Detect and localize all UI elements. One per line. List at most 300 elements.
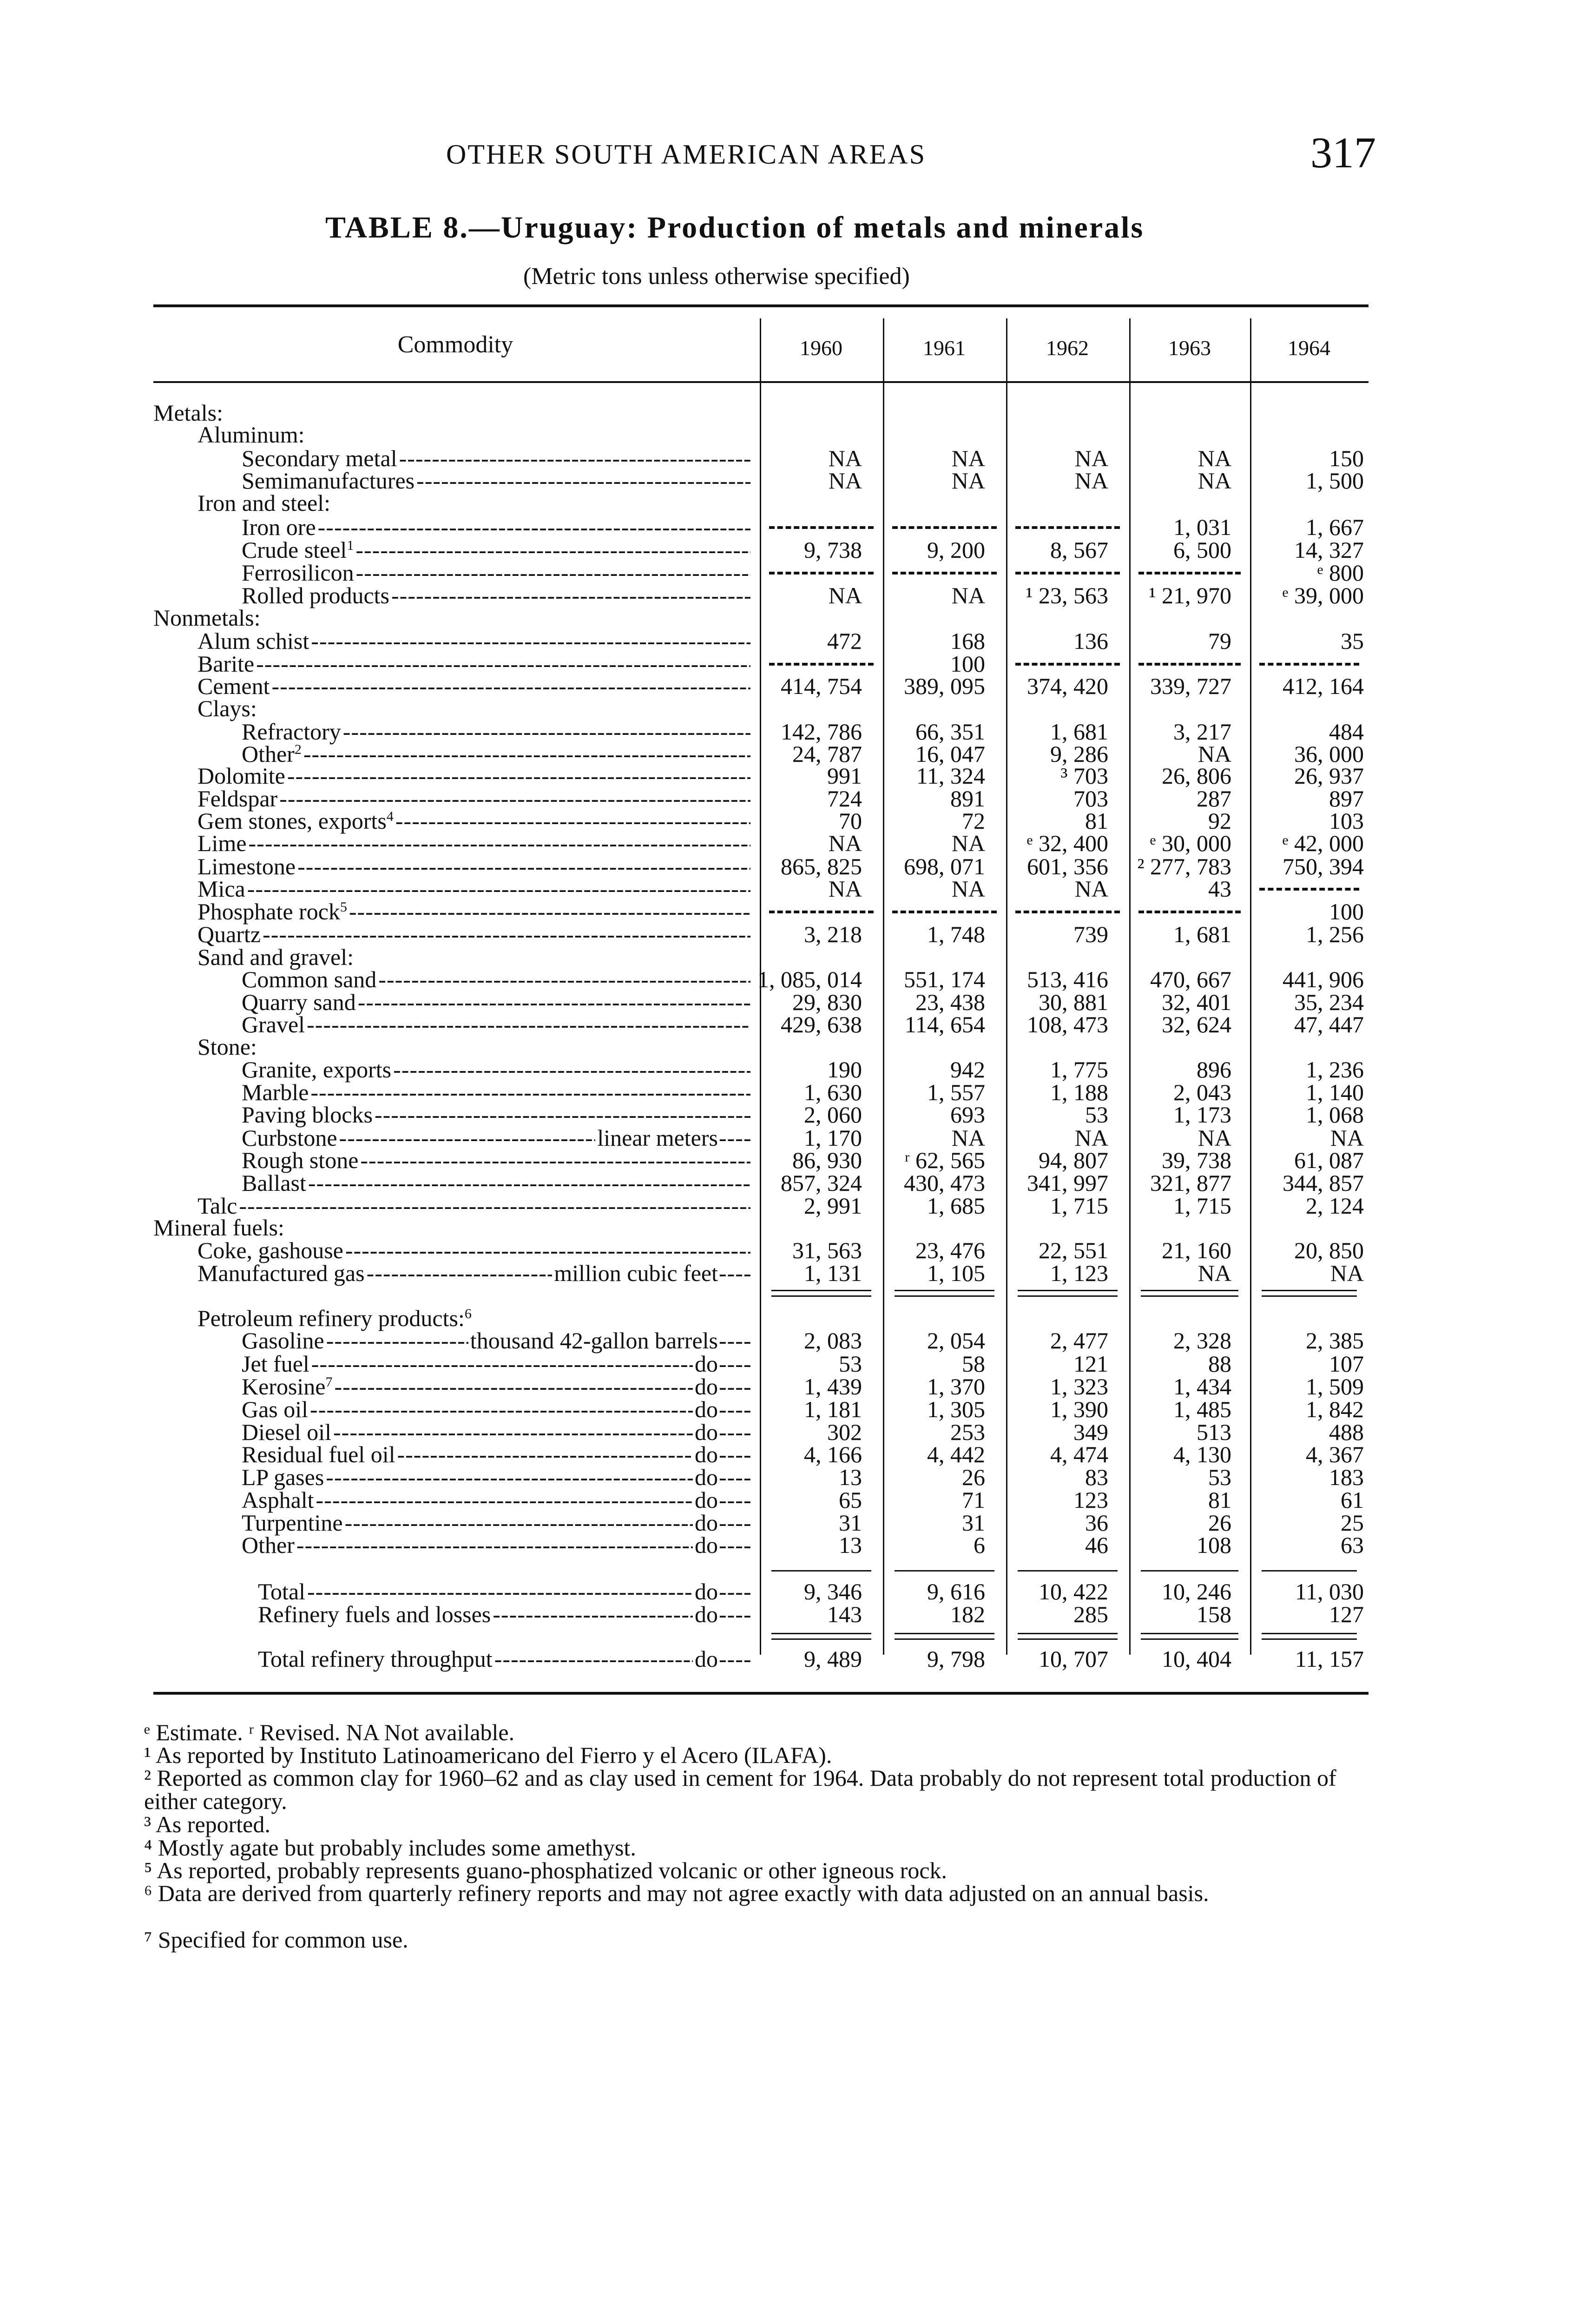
footnote-item: ¹ As reported by Instituto Latinoamericano del Fierro y el Acero (ILAFA).	[144, 1742, 832, 1768]
dot-leader	[256, 653, 750, 675]
row-unit: do	[695, 1464, 718, 1490]
table-cell: 100	[1329, 898, 1364, 924]
subtotal-rule	[771, 1290, 871, 1291]
table-cell: 123	[1073, 1487, 1108, 1513]
dot-leader	[349, 900, 750, 923]
footnote-item: ⁷ Specified for common use.	[144, 1927, 408, 1953]
footnote-ref: 7	[325, 1374, 333, 1390]
table-cell: 1, 181	[804, 1396, 862, 1422]
table-cell: 703	[1073, 786, 1108, 812]
row-label: Marble	[242, 1079, 309, 1105]
table-row	[0, 1489, 1579, 1511]
table-cell: 441, 906	[1283, 966, 1364, 992]
empty-cell-dash	[769, 526, 874, 531]
table-cell: NA	[1074, 468, 1108, 494]
table-cell: 53	[1085, 1102, 1108, 1128]
table-cell: 31, 563	[792, 1237, 862, 1263]
row-label: Refractory	[242, 719, 341, 745]
table-row	[0, 1081, 1579, 1103]
table-cell: 339, 727	[1150, 673, 1231, 699]
table-cell: 1, 715	[1050, 1193, 1108, 1219]
table-cell: 865, 825	[781, 853, 862, 879]
row-label: Nonmetals:	[153, 605, 261, 631]
table-row	[0, 1353, 1579, 1375]
table-cell: 1, 485	[1173, 1396, 1231, 1422]
table-cell: 4, 130	[1173, 1441, 1231, 1467]
total-rule	[1141, 1633, 1238, 1634]
table-title: TABLE 8.—Uruguay: Production of metals and minerals	[325, 211, 1145, 244]
row-label: Diesel oil	[242, 1419, 332, 1445]
table-cell: NA	[1197, 468, 1231, 494]
table-cell: NA	[1074, 876, 1108, 902]
dot-leader	[493, 1603, 693, 1625]
table-cell: 2, 328	[1173, 1327, 1231, 1353]
table-cell: 107	[1329, 1351, 1364, 1377]
table-cell: 1, 068	[1306, 1102, 1364, 1128]
dot-leader	[239, 1195, 750, 1217]
table-cell: 601, 356	[1027, 853, 1108, 879]
table-cell: 1, 236	[1306, 1056, 1364, 1083]
table-cell: 36, 000	[1294, 741, 1364, 767]
row-unit: do	[695, 1646, 718, 1672]
table-cell: 1, 715	[1173, 1193, 1231, 1219]
row-label: Semimanufactures	[242, 468, 415, 494]
table-cell: 1, 509	[1306, 1373, 1364, 1400]
dot-leader	[719, 1375, 750, 1398]
column-header-year: 1961	[923, 336, 966, 360]
row-label: Quarry sand	[242, 989, 356, 1015]
table-cell: 1, 500	[1306, 468, 1364, 494]
column-header-year: 1964	[1288, 336, 1330, 360]
table-row	[0, 423, 1579, 446]
total-rule	[771, 1570, 871, 1571]
empty-cell-dash	[769, 572, 874, 576]
row-label: Phosphate rock$^5$	[197, 898, 347, 924]
table-cell: 9, 200	[927, 537, 985, 563]
total-rule	[895, 1633, 994, 1634]
dot-leader	[308, 1172, 750, 1194]
table-cell: 484	[1329, 719, 1364, 745]
dot-leader	[355, 539, 750, 561]
table-cell: 14, 327	[1294, 537, 1364, 563]
table-row	[0, 855, 1579, 878]
row-label: Asphalt	[242, 1487, 314, 1513]
table-cell: 470, 667	[1150, 966, 1231, 992]
table-cell: 2, 054	[927, 1327, 985, 1353]
dot-leader	[719, 1603, 750, 1625]
table-row	[0, 1149, 1579, 1171]
table-cell: 53	[839, 1351, 862, 1377]
table-row	[0, 675, 1579, 697]
footnote-item: ² Reported as common clay for 1960–62 and as clay used in cement for 1964. Data probably do not represent total production of either category.	[144, 1765, 1336, 1814]
table-cell: NA	[951, 1125, 985, 1151]
table-cell: 10, 707	[1039, 1646, 1108, 1672]
table-row	[0, 447, 1579, 469]
table-cell: 739	[1073, 921, 1108, 947]
table-cell: 150	[1329, 445, 1364, 471]
dot-leader	[272, 675, 750, 697]
empty-cell-dash	[1015, 572, 1120, 576]
table-cell: 108	[1197, 1532, 1231, 1558]
table-row	[0, 832, 1579, 854]
dot-leader	[311, 630, 750, 652]
table-cell: 429, 638	[781, 1011, 862, 1037]
table-row	[0, 1421, 1579, 1443]
table-cell: NA	[1074, 1125, 1108, 1151]
table-cell: 1, 557	[927, 1079, 985, 1105]
row-unit: do	[695, 1351, 718, 1377]
table-cell: 24, 787	[792, 741, 862, 767]
table-cell: 35, 234	[1294, 989, 1364, 1015]
table-cell: 13	[839, 1464, 862, 1490]
table-cell: 9, 798	[927, 1646, 985, 1672]
table-cell: 66, 351	[915, 719, 985, 745]
subtotal-rule	[1018, 1295, 1118, 1297]
table-cell: 1, 256	[1306, 921, 1364, 947]
table-cell: ᵉ 42, 000	[1282, 830, 1364, 856]
row-label: Total	[258, 1578, 306, 1604]
table-cell: 1, 105	[927, 1260, 985, 1286]
footnote-item: ⁵ As reported, probably represents guano-phosphatized volcanic or other igneous rock.	[144, 1857, 947, 1883]
row-label: Metals:	[153, 400, 223, 426]
table-cell: 1, 370	[927, 1373, 985, 1400]
empty-cell-dash	[769, 911, 874, 915]
dot-leader	[249, 832, 750, 854]
row-label: Gas oil	[242, 1396, 309, 1422]
footnote-ref: 2	[294, 742, 302, 757]
table-cell: 1, 323	[1050, 1373, 1108, 1400]
total-rule	[1018, 1638, 1118, 1640]
table-row	[0, 878, 1579, 900]
dot-leader	[395, 810, 750, 832]
table-cell: 1, 170	[804, 1125, 862, 1151]
row-label: Gasoline	[242, 1327, 324, 1353]
subtotal-rule	[895, 1290, 994, 1291]
table-cell: 693	[950, 1102, 985, 1128]
dot-leader	[719, 1466, 750, 1488]
table-cell: 472	[827, 628, 862, 654]
table-cell: 61	[1341, 1487, 1364, 1513]
dot-leader	[311, 1353, 693, 1375]
subtotal-rule	[1141, 1290, 1238, 1291]
table-row	[0, 946, 1579, 968]
table-cell: 30, 881	[1039, 989, 1108, 1015]
table-row	[0, 1127, 1579, 1149]
column-header-year: 1962	[1046, 336, 1089, 360]
dot-leader	[719, 1580, 750, 1603]
total-rule	[1141, 1570, 1238, 1571]
table-cell: 136	[1073, 628, 1108, 654]
table-cell: 26, 937	[1294, 763, 1364, 789]
table-row	[0, 561, 1579, 584]
row-label: Jet fuel	[242, 1351, 309, 1377]
table-cell: 81	[1085, 808, 1108, 834]
column-header-commodity: Commodity	[397, 331, 513, 358]
dot-leader	[358, 991, 750, 1013]
table-cell: 4, 442	[927, 1441, 985, 1467]
row-label: Rough stone	[242, 1147, 359, 1173]
table-cell: ¹ 23, 563	[1026, 582, 1108, 608]
dot-leader	[345, 1512, 693, 1534]
table-cell: NA	[1197, 1125, 1231, 1151]
table-cell: 6, 500	[1173, 537, 1231, 563]
table-cell: 896	[1197, 1056, 1231, 1083]
row-label: Refinery fuels and losses	[258, 1601, 491, 1627]
table-cell: 1, 305	[927, 1396, 985, 1422]
row-label: Secondary metal	[242, 445, 397, 471]
row-label: Paving blocks	[242, 1102, 373, 1128]
table-row	[0, 1580, 1579, 1603]
table-row	[0, 1013, 1579, 1036]
dot-leader	[494, 1648, 693, 1670]
row-label: Crude steel$^1$	[242, 537, 354, 563]
table-cell: 58	[962, 1351, 985, 1377]
table-row	[0, 900, 1579, 923]
table-cell: 1, 775	[1050, 1056, 1108, 1083]
dot-leader	[397, 1443, 693, 1466]
table-cell: ¹ 21, 970	[1149, 582, 1231, 608]
table-cell: 4, 367	[1306, 1441, 1364, 1467]
table-cell: 190	[827, 1056, 862, 1083]
table-cell: 551, 174	[904, 966, 985, 992]
table-row	[0, 697, 1579, 720]
row-label: Petroleum refinery products:$^6$	[197, 1305, 472, 1331]
dot-leader	[263, 923, 750, 945]
row-label: Cement	[197, 673, 270, 699]
dot-leader	[719, 1398, 750, 1420]
table-cell: 857, 324	[781, 1170, 862, 1196]
table-cell: 2, 124	[1306, 1193, 1364, 1219]
table-cell: 1, 031	[1173, 514, 1231, 540]
table-cell: 32, 624	[1162, 1011, 1231, 1037]
table-cell: 61, 087	[1294, 1147, 1364, 1173]
table-cell: 1, 434	[1173, 1373, 1231, 1400]
table-cell: 108, 473	[1027, 1011, 1108, 1037]
table-row	[0, 402, 1579, 424]
table-cell: 4, 166	[804, 1441, 862, 1467]
total-rule	[1262, 1638, 1357, 1640]
table-cell: NA	[1197, 1260, 1231, 1286]
total-rule	[1262, 1633, 1357, 1634]
table-cell: 26, 806	[1162, 763, 1231, 789]
empty-cell-dash	[1015, 911, 1120, 915]
table-cell: 31	[962, 1510, 985, 1536]
table-cell: 183	[1329, 1464, 1364, 1490]
table-cell: NA	[1330, 1125, 1364, 1151]
table-cell: 891	[950, 786, 985, 812]
footnote-legend: ᵉ Estimate. ʳ Revised. NA Not available.	[144, 1719, 515, 1745]
table-cell: ᵉ 39, 000	[1282, 582, 1364, 608]
table-cell: 182	[950, 1601, 985, 1627]
table-cell: 88	[1208, 1351, 1231, 1377]
table-row	[0, 1058, 1579, 1081]
dot-leader	[297, 855, 750, 878]
table-cell: 9, 616	[927, 1578, 985, 1604]
page-number: 317	[1310, 129, 1376, 177]
table-row	[0, 991, 1579, 1013]
table-cell: 10, 422	[1039, 1578, 1108, 1604]
table-row	[0, 765, 1579, 787]
table-cell: NA	[951, 582, 985, 608]
table-cell: 1, 842	[1306, 1396, 1364, 1422]
table-cell: 991	[827, 763, 862, 789]
table-subtitle: (Metric tons unless otherwise specified)	[523, 263, 910, 290]
table-row	[0, 1172, 1579, 1194]
table-row	[0, 1195, 1579, 1217]
table-cell: 1, 140	[1306, 1079, 1364, 1105]
row-label: Curbstone	[242, 1125, 337, 1151]
dot-leader	[343, 720, 750, 743]
table-cell: 39, 738	[1162, 1147, 1231, 1173]
dot-leader	[719, 1353, 750, 1375]
table-cell: 3, 217	[1173, 719, 1231, 745]
footnote-ref: 5	[340, 899, 347, 915]
table-row	[0, 539, 1579, 561]
table-cell: 21, 160	[1162, 1237, 1231, 1263]
table-cell: 8, 567	[1050, 537, 1108, 563]
dot-leader	[375, 1103, 750, 1126]
footnote-item: ⁴ Mostly agate but probably includes some amethyst.	[144, 1835, 636, 1861]
table-cell: 20, 850	[1294, 1237, 1364, 1263]
table-cell: 2, 060	[804, 1102, 862, 1128]
empty-cell-dash	[1138, 911, 1241, 915]
dot-leader	[345, 1239, 750, 1261]
table-cell: 344, 857	[1283, 1170, 1364, 1196]
dot-leader	[335, 1375, 693, 1398]
subtotal-rule	[1018, 1290, 1118, 1291]
row-unit: do	[695, 1396, 718, 1422]
table-row	[0, 1239, 1579, 1261]
table-cell: 47, 447	[1294, 1011, 1364, 1037]
row-unit: do	[695, 1510, 718, 1536]
row-label: Other	[242, 1532, 295, 1558]
row-label: Gem stones, exports$^4$	[197, 808, 394, 834]
dot-leader	[360, 1149, 750, 1171]
table-cell: NA	[1197, 445, 1231, 471]
table-cell: ³ 703	[1060, 763, 1108, 789]
dot-leader	[719, 1262, 750, 1284]
empty-cell-dash	[1259, 663, 1359, 667]
table-cell: 142, 786	[781, 719, 862, 745]
table-cell: 488	[1329, 1419, 1364, 1445]
row-label: LP gases	[242, 1464, 324, 1490]
table-row	[0, 810, 1579, 832]
table-cell: NA	[828, 468, 862, 494]
row-unit: do	[695, 1419, 718, 1445]
row-label: Residual fuel oil	[242, 1441, 395, 1467]
row-label: Granite, exports	[242, 1056, 392, 1083]
table-row	[0, 1512, 1579, 1534]
empty-cell-dash	[892, 526, 997, 531]
dot-leader	[307, 1580, 693, 1603]
row-label: Turpentine	[242, 1510, 343, 1536]
dot-leader	[719, 1489, 750, 1511]
row-label: Iron ore	[242, 514, 316, 540]
subtotal-rule	[1141, 1295, 1238, 1297]
table-cell: 72	[962, 808, 985, 834]
table-cell: 29, 830	[792, 989, 862, 1015]
table-row	[0, 1534, 1579, 1556]
table-row	[0, 1375, 1579, 1398]
row-label: Talc	[197, 1193, 237, 1219]
table-row	[0, 1216, 1579, 1239]
empty-cell-dash	[1138, 572, 1241, 576]
table-cell: 100	[950, 651, 985, 677]
table-cell: 1, 748	[927, 921, 985, 947]
table-cell: 168	[950, 628, 985, 654]
table-cell: 287	[1197, 786, 1231, 812]
empty-cell-dash	[1138, 663, 1241, 667]
table-cell: 414, 754	[781, 673, 862, 699]
table-cell: NA	[828, 830, 862, 856]
row-label: Mineral fuels:	[153, 1215, 284, 1241]
table-cell: 430, 473	[904, 1170, 985, 1196]
dot-leader	[719, 1421, 750, 1443]
table-row	[0, 720, 1579, 743]
dot-leader	[310, 1081, 750, 1103]
table-row	[0, 1466, 1579, 1488]
total-rule	[1018, 1570, 1118, 1571]
row-label: Coke, gashouse	[197, 1237, 343, 1263]
row-label: Alum schist	[197, 628, 309, 654]
dot-leader	[310, 1398, 693, 1420]
table-row	[0, 1036, 1579, 1058]
dot-leader	[378, 968, 750, 990]
table-row	[0, 469, 1579, 492]
dot-leader	[316, 1489, 693, 1511]
table-cell: 81	[1208, 1487, 1231, 1513]
row-label: Sand and gravel:	[197, 944, 354, 970]
table-cell: 321, 877	[1150, 1170, 1231, 1196]
table-cell: 70	[839, 808, 862, 834]
total-rule	[1018, 1633, 1118, 1634]
dot-leader	[719, 1443, 750, 1466]
table-cell: 750, 394	[1283, 853, 1364, 879]
table-cell: 46	[1085, 1532, 1108, 1558]
row-unit: do	[695, 1601, 718, 1627]
table-cell: 253	[950, 1419, 985, 1445]
row-unit: million cubic feet	[554, 1260, 718, 1286]
row-label: Dolomite	[197, 763, 285, 789]
row-label: Rolled products	[242, 582, 390, 608]
empty-cell-dash	[1015, 526, 1120, 531]
table-cell: 79	[1208, 628, 1231, 654]
empty-cell-dash	[892, 572, 997, 576]
subtotal-rule	[1262, 1290, 1357, 1291]
table-cell: 1, 085, 014	[757, 966, 862, 992]
table-cell: 1, 681	[1173, 921, 1231, 947]
row-label: Lime	[197, 830, 247, 856]
dot-leader	[287, 765, 750, 787]
row-label: Ballast	[242, 1170, 306, 1196]
empty-cell-dash	[1015, 663, 1120, 667]
table-cell: NA	[1197, 741, 1231, 767]
total-rule	[771, 1633, 871, 1634]
table-row	[0, 584, 1579, 607]
dot-leader	[719, 1534, 750, 1556]
row-unit: linear meters	[597, 1125, 718, 1151]
dot-leader	[719, 1329, 750, 1352]
table-cell: NA	[828, 445, 862, 471]
table-row	[0, 1398, 1579, 1420]
dot-leader	[307, 1013, 750, 1036]
table-cell: 1, 173	[1173, 1102, 1231, 1128]
row-unit: do	[695, 1532, 718, 1558]
table-cell: 114, 654	[904, 1011, 985, 1037]
running-head: OTHER SOUTH AMERICAN AREAS	[446, 139, 927, 170]
table-cell: NA	[951, 468, 985, 494]
table-cell: 127	[1329, 1601, 1364, 1627]
